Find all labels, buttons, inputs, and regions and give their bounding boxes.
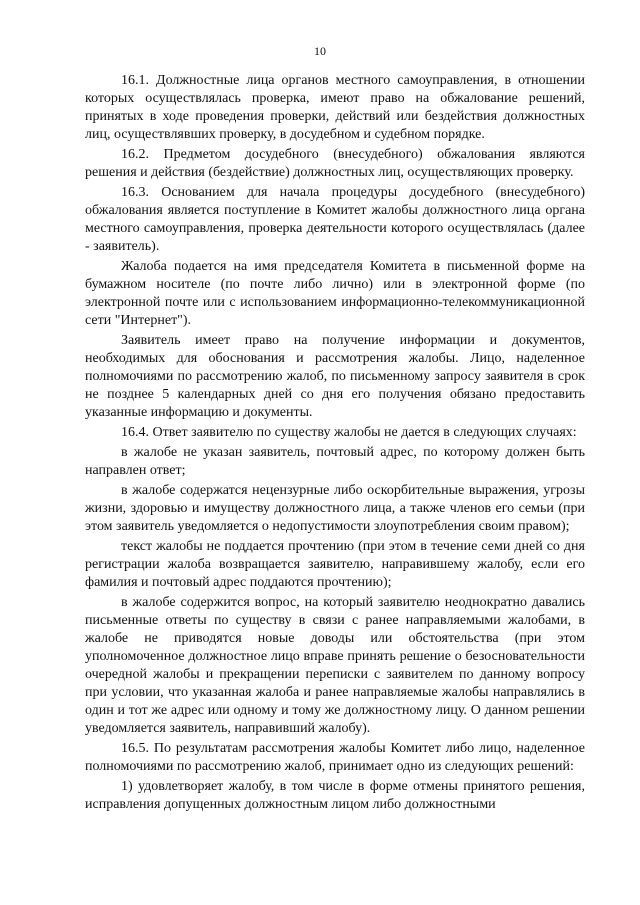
paragraph-16-5: 16.5. По результатам рассмотрения жалобы Комитет либо лицо, наделенное полномочиями по рассмотрению жалоб, принимает одно из следующих решений: [85, 741, 585, 774]
list-item-satisfy-complaint: 1) удовлетворяет жалобу, в том числе в форме отмены принятого решения, исправления допущенных должностным лицом либо должностными [85, 779, 585, 812]
page-number: 10 [314, 44, 326, 58]
paragraph-16-3: 16.3. Основанием для начала процедуры досудебного (внесудебного) обжалования является поступление в Комитет жалобы должностного лица органа местного самоуправления, проверка деятельности которого осуществлялась (далее - заявитель). [85, 185, 585, 254]
document-body [85, 72, 585, 816]
paragraph-16-1: 16.1. Должностные лица органов местного самоуправления, в отношении которых осуществлялась проверка, имеют право на обжалование решений, принятых в ходе проведения проверки, действий или бездействия должностных лиц, осуществлявших проверку, в досудебном и судебном порядке. [85, 73, 585, 142]
list-item-unreadable-text: текст жалобы не поддается прочтению (при этом в течение семи дней со дня регистрации жалоба возвращается заявителю, направившему жалобу, если его фамилия и почтовый адрес поддаются прочтению); [85, 539, 585, 590]
list-item-repeated-question: в жалобе содержится вопрос, на который заявителю неоднократно давались письменные ответы по существу в связи с ранее направляемыми жалобами, в жалобе не приводятся новые доводы или обстоятельства (при этом уполномоченное должностное лицо вправе принять решение о безосновательности очередной жалобы и прекращении переписки с заявителем по данному вопросу при условии, что указанная жалоба и ранее направляемые жалобы направлялись в один и тот же адрес или одному и тому же должностному лицу. О данном решении уведомляется заявитель, направивший жалобу). [85, 595, 585, 736]
paragraph-applicant-rights: Заявитель имеет право на получение информации и документов, необходимых для обоснования и рассмотрения жалобы. Лицо, наделенное полномочиями по рассмотрению жалоб, по письменному запросу заявителя в срок не позднее 5 календарных дней со дня его получения обязано предоставить указанные информацию и документы. [85, 333, 585, 420]
list-item-obscene-language: в жалобе содержатся нецензурные либо оскорбительные выражения, угрозы жизни, здоровью и имуществу должностного лица, а также членов его семьи (при этом заявитель уведомляется о недопустимости злоупотребления своим правом); [85, 483, 585, 534]
paragraph-16-2: 16.2. Предметом досудебного (внесудебного) обжалования являются решения и действия (бездействие) должностных лиц, осуществляющих проверку. [85, 147, 585, 180]
list-item-no-applicant: в жалобе не указан заявитель, почтовый адрес, по которому должен быть направлен ответ; [85, 445, 585, 478]
paragraph-16-4: 16.4. Ответ заявителю по существу жалобы не дается в следующих случаях: [121, 425, 577, 440]
paragraph-complaint-submission: Жалоба подается на имя председателя Комитета в письменной форме на бумажном носителе (по почте либо лично) или в электронной форме (по электронной почте или с использованием информационно-телекоммуникационной сети "Интернет"). [85, 259, 585, 328]
